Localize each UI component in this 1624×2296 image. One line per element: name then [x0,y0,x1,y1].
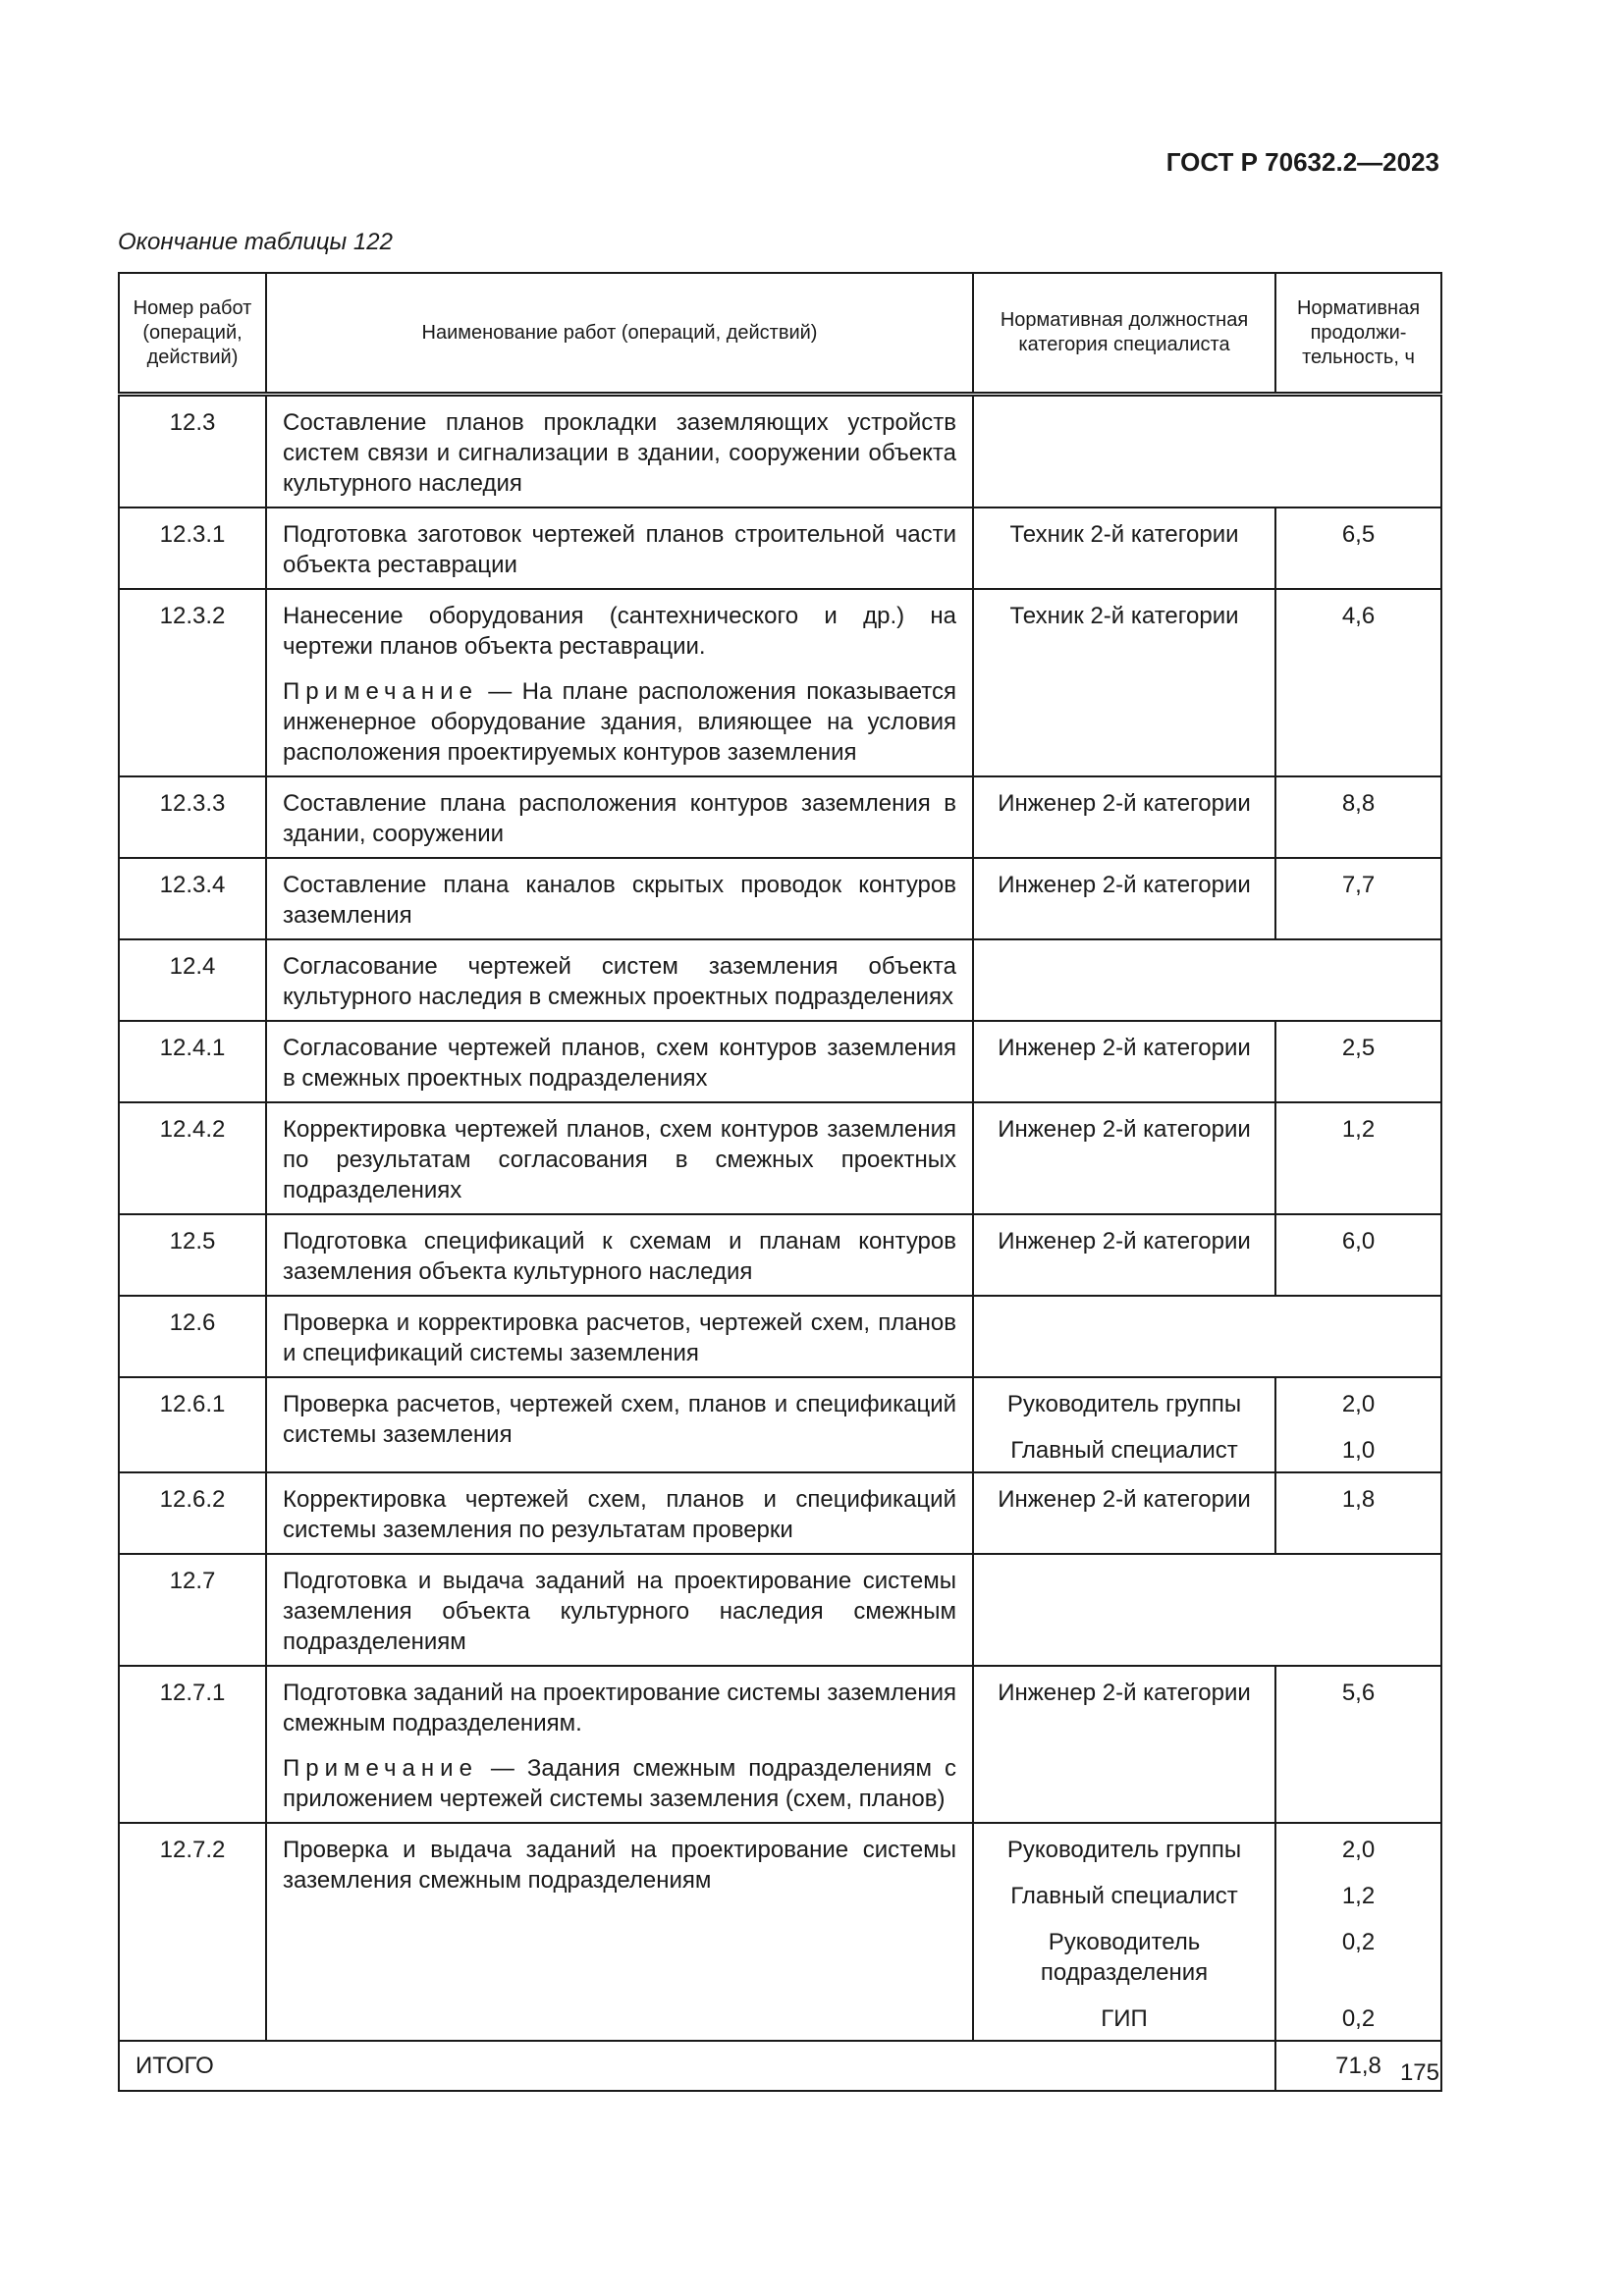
work-note [283,676,956,768]
table-row [119,589,1441,776]
duration-cell [1275,858,1441,939]
work-name: Подготовка спецификаций к схемам и планам контуров заземления объекта культурного наследия [283,1228,956,1285]
specialist-category: Руководитель группы [1006,1837,1242,1863]
work-name: Подготовка заготовок чертежей планов строительной части объекта реставрации [283,521,956,578]
specialist-category: Руководитель группы [1006,1391,1242,1417]
table-row [119,858,1441,939]
col-header-number: Номер работ (операций, действий) [119,273,266,395]
note-text: — Задания смежным подразделениям с приложением чертежей системы заземления (схем, планов) [283,1755,956,1812]
specialist-category: Техник 2-й категории [1009,521,1239,548]
work-name: Согласование чертежей систем заземления объекта культурного наследия в смежных проектных подразделениях [283,953,956,1010]
work-number: 12.3 [119,395,266,508]
duration-value: 2,0 [1341,1391,1376,1417]
specialist-category: ГИП [1101,2005,1148,2032]
specialist-category: Инженер 2-й категории [998,872,1251,898]
empty-cell [973,1554,1441,1666]
total-label: ИТОГО [119,2041,1275,2091]
table-row [119,1554,1441,1666]
specialist-category: Инженер 2-й категории [998,1228,1251,1255]
page-number: 175 [1399,2059,1439,2086]
duration-value: 7,7 [1341,872,1376,898]
table-row [119,1214,1441,1296]
col-header-name: Наименование работ (операций, действий) [266,273,973,395]
work-name: Составление планов прокладки заземляющих устройств систем связи и сигнализации в здании, сооружении объекта культурного наследия [283,409,956,497]
duration-cell [1275,1472,1441,1554]
work-name: Составление плана каналов скрытых проводок контуров заземления [283,872,956,929]
col-header-category: Нормативная должностная категория специалиста [973,273,1275,395]
duration-value: 6,5 [1341,521,1376,548]
specialist-category: Инженер 2-й категории [998,1486,1251,1513]
duration-value: 6,0 [1341,1228,1376,1255]
category-cell [973,1214,1275,1296]
duration-cell [1275,1666,1441,1823]
work-number: 12.6.2 [119,1472,266,1554]
duration-cell [1275,776,1441,858]
work-name-cell [266,1102,973,1214]
duration-value: 2,0 [1341,1837,1376,1863]
duration-cell [1275,1021,1441,1102]
work-number: 12.7.2 [119,1823,266,2041]
work-name-cell [266,939,973,1021]
table-row [119,1021,1441,1102]
work-number: 12.7.1 [119,1666,266,1823]
duration-value: 1,0 [1341,1437,1376,1464]
work-number: 12.6 [119,1296,266,1377]
duration-cell [1275,1377,1441,1472]
empty-cell [973,939,1441,1021]
table-row [119,1377,1441,1472]
duration-value: 0,2 [1341,1929,1376,1955]
table-body [119,395,1441,2042]
work-name-cell [266,1021,973,1102]
work-name-cell [266,1666,973,1823]
col-header-duration: Нормативная продолжи-тельность, ч [1275,273,1441,395]
note-label: Примечание [283,1755,478,1782]
table-row [119,507,1441,589]
category-cell [973,1102,1275,1214]
work-note [283,1753,956,1814]
work-name: Нанесение оборудования (сантехнического и др.) на чертежи планов объекта реставрации. [283,603,956,660]
work-name-cell [266,1823,973,2041]
specialist-category: Техник 2-й категории [1009,603,1239,629]
table-header-row [119,273,1441,395]
table-row [119,939,1441,1021]
duration-value: 1,2 [1341,1883,1376,1909]
duration-value: 8,8 [1341,790,1376,817]
work-number: 12.4 [119,939,266,1021]
table-row [119,1296,1441,1377]
work-name: Подготовка и выдача заданий на проектирование системы заземления объекта культурного наследия смежным подразделениям [283,1568,956,1655]
category-cell [973,776,1275,858]
category-cell [973,507,1275,589]
work-name: Согласование чертежей планов, схем контуров заземления в смежных проектных подразделениях [283,1035,956,1092]
work-name-cell [266,776,973,858]
specialist-category: Главный специалист [1010,1883,1238,1909]
duration-value: 1,8 [1341,1486,1376,1513]
work-number: 12.4.2 [119,1102,266,1214]
work-name-cell [266,589,973,776]
duration-value: 1,2 [1341,1116,1376,1143]
category-cell [973,1472,1275,1554]
work-number: 12.3.2 [119,589,266,776]
empty-cell [973,395,1441,508]
work-name: Корректировка чертежей схем, планов и спецификаций системы заземления по результатам проверки [283,1486,956,1543]
work-name-cell [266,1296,973,1377]
specialist-category: Руководитель подразделения [1040,1929,1209,1986]
table-row [119,1472,1441,1554]
table-caption: Окончание таблицы 122 [118,229,393,255]
note-label: Примечание [283,678,478,705]
duration-value: 2,5 [1341,1035,1376,1061]
work-number: 12.5 [119,1214,266,1296]
work-name: Корректировка чертежей планов, схем контуров заземления по результатам согласования в смежных проектных подразделениях [283,1116,956,1203]
work-name: Проверка расчетов, чертежей схем, планов и спецификаций системы заземления [283,1391,956,1448]
duration-cell [1275,589,1441,776]
table-row [119,1102,1441,1214]
work-number: 12.4.1 [119,1021,266,1102]
work-name: Составление плана расположения контуров заземления в здании, сооружении [283,790,956,847]
category-cell [973,858,1275,939]
specialist-category: Главный специалист [1010,1437,1238,1464]
category-cell [973,1021,1275,1102]
specialist-category: Инженер 2-й категории [998,1680,1251,1706]
work-name-cell [266,1214,973,1296]
work-number: 12.3.1 [119,507,266,589]
work-name-cell [266,1377,973,1472]
empty-cell [973,1296,1441,1377]
work-name-cell [266,395,973,508]
specialist-category: Инженер 2-й категории [998,1116,1251,1143]
work-table [118,272,1442,2092]
duration-value: 4,6 [1341,603,1376,629]
duration-cell [1275,1102,1441,1214]
work-number: 12.7 [119,1554,266,1666]
standard-designation: ГОСТ Р 70632.2—2023 [1165,147,1439,177]
category-cell [973,1377,1275,1472]
duration-cell [1275,1823,1441,2041]
note-text: — На плане расположения показывается инженерное оборудование здания, влияющее на условия расположения проектируемых контуров заземления [283,678,956,766]
total-value: 71,8 [1275,2041,1441,2091]
work-name: Проверка и корректировка расчетов, чертежей схем, планов и спецификаций системы заземления [283,1309,956,1366]
work-name-cell [266,507,973,589]
total-row [119,2041,1441,2091]
duration-cell [1275,507,1441,589]
work-number: 12.3.3 [119,776,266,858]
duration-value: 0,2 [1341,2005,1376,2032]
specialist-category: Инженер 2-й категории [998,1035,1251,1061]
work-number: 12.6.1 [119,1377,266,1472]
specialist-category: Инженер 2-й категории [998,790,1251,817]
category-cell [973,1823,1275,2041]
table-row [119,1666,1441,1823]
work-number: 12.3.4 [119,858,266,939]
category-cell [973,1666,1275,1823]
category-cell [973,589,1275,776]
work-name-cell [266,1554,973,1666]
table-row [119,1823,1441,2041]
table-row [119,395,1441,508]
work-name-cell [266,1472,973,1554]
work-name: Подготовка заданий на проектирование системы заземления смежным подразделениям. [283,1680,956,1736]
table-row [119,776,1441,858]
work-name: Проверка и выдача заданий на проектирование системы заземления смежным подразделениям [283,1837,956,1894]
duration-cell [1275,1214,1441,1296]
work-name-cell [266,858,973,939]
duration-value: 5,6 [1341,1680,1376,1706]
